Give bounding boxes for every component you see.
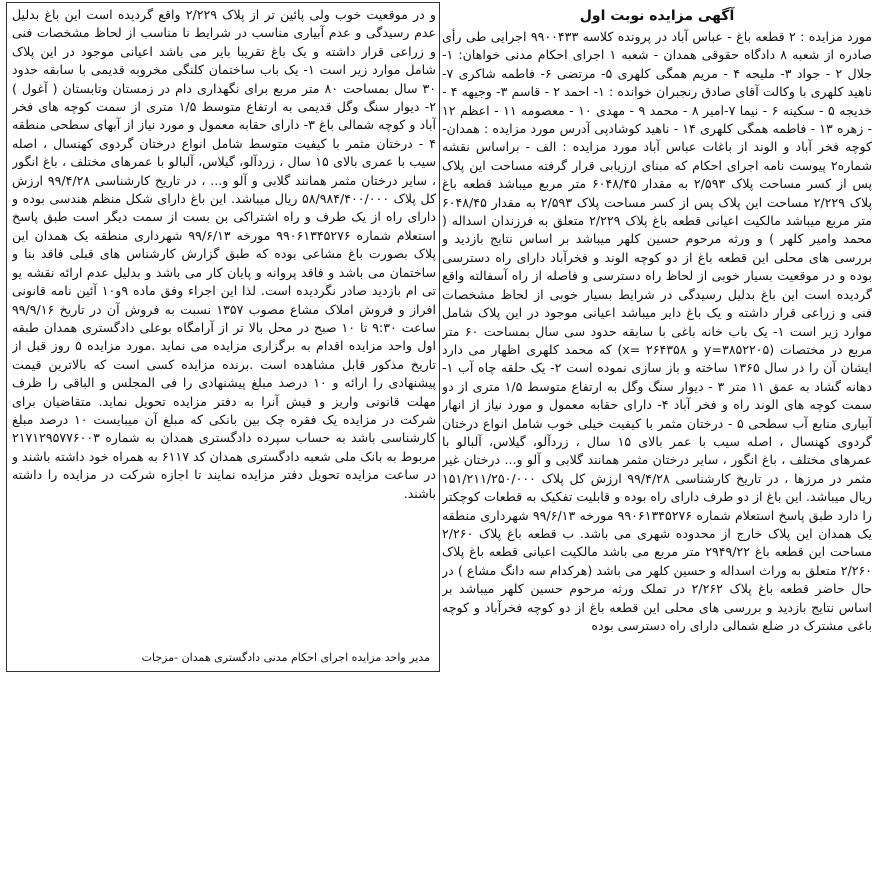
notice-left-column [12, 6, 436, 670]
notice-signature: مدیر واحد مزایده اجرای احکام مدنی دادگستری همدان -مزجات [141, 651, 430, 664]
notice-right-column [442, 6, 872, 878]
notice-title: آگهی مزایده نوبت اول [579, 8, 735, 24]
notice-body-left: و در موقعیت خوب ولی پائین تر از پلاک ۲/۲۲۹ واقع گردیده است این باغ بدلیل عدم رسیدگی و عدم آبیاری مناسب در شرایط نا مناسب از لحاظ مشخصات فنی و زراعی قرار داشته و یک باغ تقریبا بایر می باشد اعیانی موجود در این پلاک شامل موارد زیر است ۱- یک باب ساختمان کلنگی مخروبه قدیمی با سابقه حدود ۳۰ سال بمساحت ۸۰ متر مربع برای نگهداری دام در زمستان وتابستان ( آغول ) ۲- دیوار سنگ وگل قدیمی به ارتفاع متوسط ۱/۵ متری از سمت کوچه های فخر آباد و کوچه شمالی باغ ۳- دارای حقابه معمول و مورد نیاز از آبهای سطحی منطقه ۴ - درختان مثمر با کیفیت متوسط شامل انواع درختان گردوی کهنسال ، اصله سیب با عمری بالای ۱۵ سال ، زردآلو، گیلاس، آلبالو با عمرهای مختلف ، باغ انگور ، سایر درختان مثمر همانند گلابی و آلو و... ، در تاریخ کارشناسی ۹۹/۴/۲۸ ارزش کل پلاک ۵۸/۹۸۴/۴۰۰/۰۰۰ ریال میباشد. این باغ دارای شکل منظم هندسی بوده و دارای راه از یک طرف و راه اشتراکی بن بست از سمت دیگر است طبق پاسخ استعلام شماره ۹۹۰۶۱۳۴۵۲۷۶ مورخه ۹۹/۶/۱۳ شهرداری منطقه یک همدان این پلاک بصورت باغ مشاعی بوده که طبق گزارش کارشناس های قبلی فاقد بنا و ساختمان می باشد و فاقد پروانه و پایان کار می باشد و بدلیل عدم ارائه نقشه یو تی ام بازدید صادر نگردیده است. لذا این اجراء وفق ماده ۹و۱۰ آئین نامه قانونی افراز و فروش املاک مشاع مصوب ۱۳۵۷ نسبت به فروش آن در تاریخ ۹۹/۹/۱۶ ساعت ۹:۳۰ تا ۱۰ صبح در محل بالا تر از آرامگاه بوعلی دادگستری همدان طبقه اول واحد مزایده اقدام به برگزاری مزایده می نماید .مورد مزایده ۵ روز قبل از تاریخ مذکور قابل مشاهده است .برنده مزایده کسی است که بالاترین قیمت پیشنهادی را ارائه و ۱۰ درصد مبلغ پیشنهادی را فی المجلس و الباقی را ظرف مهلت قانونی واریز و فیش آنرا به دفتر مزایده تحویل نماید. متقاضیان برای شرکت در مزایده یک فقره چک بین بانکی که مبلغ آن میبایست ۱۰ درصد مبلغ کارشناسی باشد به حساب سپرده دادگستری همدان به شماره ۲۱۷۱۲۹۵۷۷۶۰۰۳ مربوط به بانک ملی شعبه دادگستری همدان کد ۶۱۱۷ به همراه خود داشته باشند و در ساعت مزایده تحویل دفتر مزایده نمایند تا اجازه شرکت در مزایده را داشته باشند. [12, 7, 436, 501]
notice-body-right: مورد مزایده : ۲ قطعه باغ - عباس آباد در پرونده کلاسه ۹۹۰۰۴۳۳ اجرایی طی رأی صادره از شعبه ۸ دادگاه حقوقی همدان - شعبه ۱ اجرای احکام مدنی خواهان: ۱- جلال ۲ - جواد ۳- ملیحه ۴ - مریم همگی کلهری ۵- مرتضی ۶- فاطمه شاکری ۷- ناهید کلهری با وکالت آقای صادق رنجبران خوانده : ۱- احمد ۲ - قاسم ۳- وجیهه ۴ - خدیجه ۵ - سکینه ۶ - نیما ۷-امیر ۸ - محمد ۹ - مهدی ۱۰ - معصومه ۱۱ - اعظم ۱۲ - زهره ۱۳ - فاطمه همگی کلهری ۱۴ - ناهید کوشادپی آدرس مورد مزایده : همدان- کوچه فخر آباد و الوند از باغات عباس آباد مورد مزایده : الف - براساس نقشه شماره۲ پیوست نامه اجرای احکام که مبنای ارزیابی قرار گرفته مساحت این پلاک پس از کسر مساحت پلاک ۲/۵۹۳ به مقدار ۶۰۴۸/۴۵ متر مربع میباشد قطعه باغ پلاک ۲/۲۲۹ مساحت این پلاک پس از کسر مساحت پلاک ۲/۵۹۳ به مقدار ۶۰۴۸/۴۵ متر مربع میباشد مالکیت اعیانی قطعه باغ پلاک ۲/۲۲۹ متعلق به فرزندان اسداله ( محمد وامیر کلهر ) و ورثه مرحوم حسین کلهر میباشد بر اساس نتایج بازدید و بررسی های محلی این قطعه باغ از دو کوچه الوند و فخرآباد دارای راه دسترسی بوده و در موقعیت بسیار خوبی از لحاظ راه دسترسی و فاصله از راه آسفالته واقع گردیده است این باغ بدلیل رسیدگی در شرایط بسیار خوبی از لحاظ مشخصات فنی و زراعی قرار داشته و یک باغ دایر میباشد اعیانی موجود در این پلاک شامل موارد زیر است ۱- یک باب خانه باغی با سابقه حدود سی سال بمساحت ۶۰ متر مربع در مختصات (۳۸۵۲۲۰۵=y و ۲۶۴۳۵۸ =x) که محمد کلهری اظهار می دارد ایشان آن را در سال ۱۳۶۵ ساخته و باز سازی نموده است ۲- یک حلقه چاه آب ۱- دهانه گشاد به عمق ۱۱ متر ۳ - دیوار سنگ وگل به ارتفاع متوسط ۱/۵ متری از دو سمت کوچه های الوند راه و فخر آباد ۴- دارای حقابه معمول و مورد نیاز از انهار آبیاری منابع آب سطحی ۵ - درختان مثمر با کیفیت خیلی خوب شامل انواع درختان گردوی کهنسال ، اصله سیب با عمر بالای ۱۵ سال ، زردآلو، گیلاس، آلبالو با عمرهای مختلف ، باغ انگور ، سایر درختان مثمر همانند گلابی و آلو و... درختان غیر مثمر در مرزها ، در تاریخ کارشناسی ۹۹/۴/۲۸ ارزش کل پلاک ۱۵۱/۲۱۱/۲۵۰/۰۰۰ ریال میباشد. این باغ از دو طرف دارای راه بوده و قابلیت تفکیک به قطعات کوچکتر را دارد طبق پاسخ استعلام شماره ۹۹۰۶۱۳۴۵۲۷۶ مورخه ۹۹/۶/۱۳ شهرداری منطقه یک همدان این پلاک خارج از محدوده شهری می باشد. ب قطعه باغ پلاک ۲/۲۶۰ مساحت این قطعه باغ ۲۹۴۹/۲۲ متر مربع می باشد مالکیت اعیانی قطعه باغ پلاک ۲/۲۶۰ متعلق به وراث اسداله و حسین کلهر می باشد (هرکدام سه دانگ مشاع ) در حال حاضر قطعه باغ پلاک ۲/۲۶۲ در تملک ورثه مرحوم حسین کلهر میباشد بر اساس نتایج بازدید و بررسی های محلی این قطعه باغ از دو کوچه فخرآباد و کوچه باغی مشترک در ضلع شمالی دارای راه دسترسی بوده [442, 29, 872, 633]
